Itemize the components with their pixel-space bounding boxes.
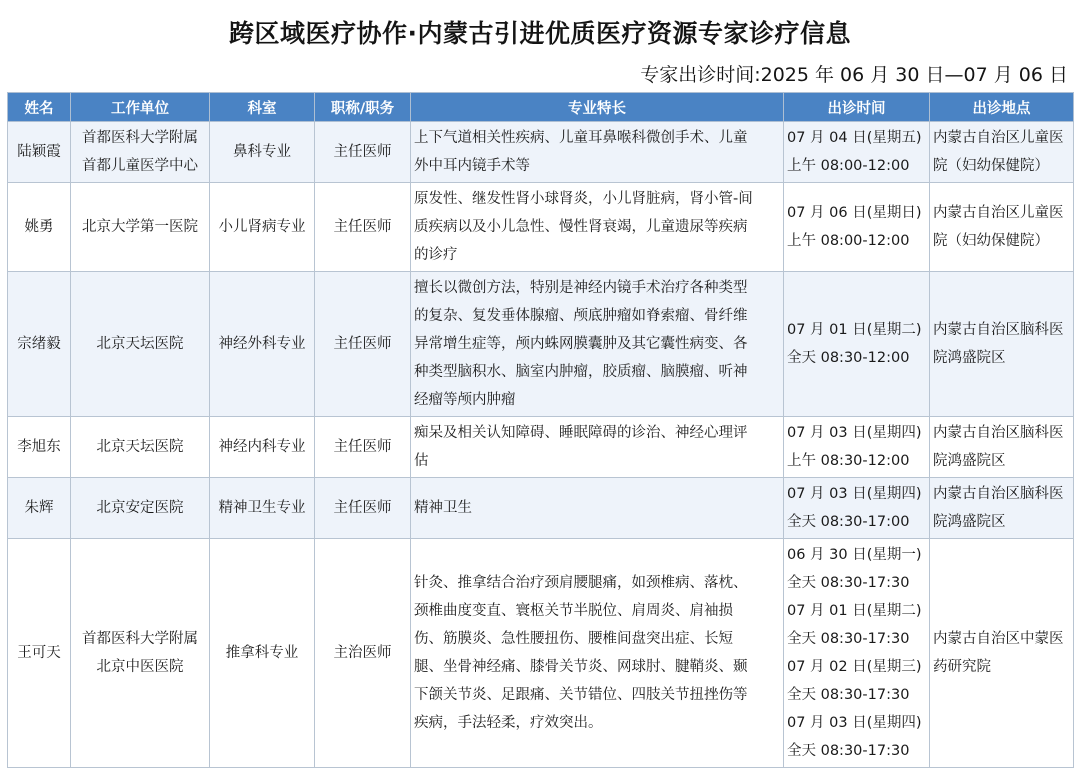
cell-time xyxy=(784,272,930,417)
header-specialty: 专业特长 xyxy=(411,93,784,122)
cell-name: 朱辉 xyxy=(8,478,71,539)
header-time: 出诊时间 xyxy=(784,93,930,122)
cell-location-line: 内蒙古自治区中蒙医 xyxy=(933,631,1064,647)
header-department: 科室 xyxy=(210,93,315,122)
cell-specialty-line: 质疾病以及小儿急性、慢性肾衰竭，儿童遗尿等疾病 xyxy=(414,219,748,235)
cell-unit-line: 首都儿童医学中心 xyxy=(82,158,198,174)
cell-specialty-line: 疾病，手法轻柔，疗效突出。 xyxy=(414,715,603,731)
cell-department: 小儿肾病专业 xyxy=(210,183,315,272)
cell-time-line: 全天 08:30-17:30 xyxy=(787,631,910,647)
cell-time-line: 07 月 03 日(星期四) xyxy=(787,425,922,441)
cell-time-line: 07 月 06 日(星期日) xyxy=(787,205,922,221)
cell-unit-line: 北京中医医院 xyxy=(96,659,184,675)
header-location: 出诊地点 xyxy=(930,93,1074,122)
header-name: 姓名 xyxy=(8,93,71,122)
cell-time-line: 07 月 03 日(星期四) xyxy=(787,486,922,502)
cell-specialty xyxy=(411,417,784,478)
cell-time-line: 全天 08:30-17:00 xyxy=(787,514,910,530)
cell-time xyxy=(784,478,930,539)
table-row xyxy=(8,417,1074,478)
cell-unit-line: 首都医科大学附属 xyxy=(82,631,198,647)
cell-unit-line: 首都医科大学附属 xyxy=(82,130,198,146)
table-row xyxy=(8,183,1074,272)
cell-department: 推拿科专业 xyxy=(210,539,315,768)
cell-time-line: 全天 08:30-17:30 xyxy=(787,575,910,591)
cell-specialty-line: 下颌关节炎、足跟痛、关节错位、四肢关节扭挫伤等 xyxy=(414,687,748,703)
cell-title: 主任医师 xyxy=(315,183,411,272)
cell-time xyxy=(784,183,930,272)
cell-unit xyxy=(71,122,210,183)
cell-unit xyxy=(71,272,210,417)
cell-location-line: 院（妇幼保健院） xyxy=(933,158,1049,174)
cell-location xyxy=(930,478,1074,539)
cell-unit xyxy=(71,183,210,272)
cell-time-line: 07 月 03 日(星期四) xyxy=(787,715,922,731)
cell-location-line: 院（妇幼保健院） xyxy=(933,233,1049,249)
cell-department: 神经内科专业 xyxy=(210,417,315,478)
cell-location-line: 内蒙古自治区儿童医 xyxy=(933,130,1064,146)
cell-title: 主任医师 xyxy=(315,122,411,183)
cell-location-line: 内蒙古自治区儿童医 xyxy=(933,205,1064,221)
cell-location-line: 内蒙古自治区脑科医 xyxy=(933,322,1064,338)
cell-time-line: 全天 08:30-12:00 xyxy=(787,350,910,366)
cell-unit-line: 北京大学第一医院 xyxy=(82,219,198,235)
cell-title: 主任医师 xyxy=(315,478,411,539)
cell-time-line: 上午 08:00-12:00 xyxy=(787,158,910,174)
cell-time-line: 全天 08:30-17:30 xyxy=(787,743,910,759)
cell-specialty-line: 精神卫生 xyxy=(414,500,472,516)
cell-time-line: 07 月 04 日(星期五) xyxy=(787,130,922,146)
cell-unit xyxy=(71,539,210,768)
page-title: 跨区域医疗协作·内蒙古引进优质医疗资源专家诊疗信息 xyxy=(229,19,851,48)
cell-time xyxy=(784,417,930,478)
cell-location xyxy=(930,122,1074,183)
cell-specialty-line: 外中耳内镜手术等 xyxy=(414,158,530,174)
table-row xyxy=(8,539,1074,768)
cell-specialty-line: 颈椎曲度变直、寰枢关节半脱位、肩周炎、肩袖损 xyxy=(414,603,733,619)
cell-name: 宗绪毅 xyxy=(8,272,71,417)
cell-department: 神经外科专业 xyxy=(210,272,315,417)
cell-specialty-line: 异常增生症等，颅内蛛网膜囊肿及其它囊性病变、各 xyxy=(414,336,748,352)
cell-unit-line: 北京天坛医院 xyxy=(96,336,184,352)
table-body xyxy=(8,122,1074,768)
cell-specialty-line: 的诊疗 xyxy=(414,247,458,263)
schedule-date-range: 专家出诊时间:2025 年 06 月 30 日—07 月 06 日 xyxy=(640,64,1068,86)
cell-unit-line: 北京天坛医院 xyxy=(96,439,184,455)
cell-specialty xyxy=(411,272,784,417)
cell-specialty-line: 种类型脑积水、脑室内肿瘤，胶质瘤、脑膜瘤、听神 xyxy=(414,364,748,380)
cell-specialty-line: 擅长以微创方法，特别是神经内镜手术治疗各种类型 xyxy=(414,280,748,296)
cell-specialty-line: 的复杂、复发垂体腺瘤、颅底肿瘤如脊索瘤、骨纤维 xyxy=(414,308,748,324)
cell-time-line: 07 月 02 日(星期三) xyxy=(787,659,922,675)
cell-location-line: 内蒙古自治区脑科医 xyxy=(933,425,1064,441)
cell-location xyxy=(930,539,1074,768)
cell-specialty xyxy=(411,183,784,272)
table-row xyxy=(8,272,1074,417)
header-title: 职称/职务 xyxy=(315,93,411,122)
cell-name: 姚勇 xyxy=(8,183,71,272)
cell-specialty-line: 伤、筋膜炎、急性腰扭伤、腰椎间盘突出症、长短 xyxy=(414,631,733,647)
header-unit: 工作单位 xyxy=(71,93,210,122)
cell-title: 主任医师 xyxy=(315,272,411,417)
cell-location-line: 内蒙古自治区脑科医 xyxy=(933,486,1064,502)
cell-specialty xyxy=(411,122,784,183)
cell-name: 王可天 xyxy=(8,539,71,768)
cell-unit-line: 北京安定医院 xyxy=(96,500,184,516)
cell-location xyxy=(930,272,1074,417)
cell-name: 陆颖霞 xyxy=(8,122,71,183)
cell-time-line: 06 月 30 日(星期一) xyxy=(787,547,922,563)
cell-specialty-line: 经瘤等颅内肿瘤 xyxy=(414,392,516,408)
cell-location-line: 院鸿盛院区 xyxy=(933,514,1006,530)
cell-location xyxy=(930,417,1074,478)
cell-specialty-line: 上下气道相关性疾病、儿童耳鼻喉科微创手术、儿童 xyxy=(414,130,748,146)
expert-schedule-table xyxy=(7,92,1074,768)
cell-time-line: 上午 08:30-12:00 xyxy=(787,453,910,469)
cell-department: 精神卫生专业 xyxy=(210,478,315,539)
cell-specialty-line: 针灸、推拿结合治疗颈肩腰腿痛，如颈椎病、落枕、 xyxy=(414,575,748,591)
cell-department: 鼻科专业 xyxy=(210,122,315,183)
cell-location-line: 院鸿盛院区 xyxy=(933,453,1006,469)
cell-location-line: 药研究院 xyxy=(933,659,991,675)
cell-specialty-line: 估 xyxy=(414,453,429,469)
cell-unit xyxy=(71,478,210,539)
cell-time xyxy=(784,122,930,183)
table-row xyxy=(8,478,1074,539)
cell-specialty-line: 腿、坐骨神经痛、膝骨关节炎、网球肘、腱鞘炎、颞 xyxy=(414,659,748,675)
cell-specialty xyxy=(411,478,784,539)
table-header-row xyxy=(8,93,1074,122)
cell-unit xyxy=(71,417,210,478)
cell-specialty-line: 原发性、继发性肾小球肾炎，小儿肾脏病，肾小管-间 xyxy=(414,191,753,207)
cell-location-line: 院鸿盛院区 xyxy=(933,350,1006,366)
cell-time-line: 上午 08:00-12:00 xyxy=(787,233,910,249)
cell-specialty xyxy=(411,539,784,768)
cell-specialty-line: 痴呆及相关认知障碍、睡眠障碍的诊治、神经心理评 xyxy=(414,425,748,441)
cell-time-line: 07 月 01 日(星期二) xyxy=(787,603,922,619)
cell-title: 主任医师 xyxy=(315,417,411,478)
cell-time-line: 07 月 01 日(星期二) xyxy=(787,322,922,338)
cell-title: 主治医师 xyxy=(315,539,411,768)
cell-name: 李旭东 xyxy=(8,417,71,478)
table-row xyxy=(8,122,1074,183)
cell-time xyxy=(784,539,930,768)
cell-time-line: 全天 08:30-17:30 xyxy=(787,687,910,703)
cell-location xyxy=(930,183,1074,272)
